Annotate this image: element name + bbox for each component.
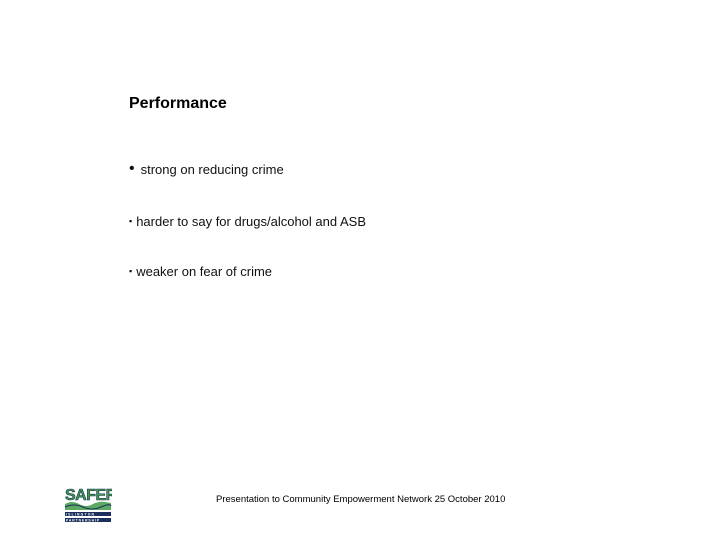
bullet-marker: ▪: [129, 266, 133, 276]
bullet-item: [129, 162, 284, 178]
slide-title: Performance: [129, 95, 227, 112]
bullet-item: [129, 213, 366, 230]
logo-wordmark: SAFER: [65, 487, 112, 504]
logo-subline-1: ISLINGTON: [66, 512, 96, 517]
bullet-marker: ▪: [129, 216, 133, 226]
bullet-text: weaker on fear of crime: [136, 264, 273, 279]
safer-logo: [64, 482, 112, 524]
slide-footer: Presentation to Community Empowerment Network 25 October 2010: [216, 494, 506, 505]
bullet-marker: •: [129, 160, 135, 177]
bullet-text: harder to say for drugs/alcohol and ASB: [136, 214, 367, 229]
logo-subline-2: PARTNERSHIP: [66, 518, 100, 523]
safer-logo-graphic: [64, 482, 112, 524]
bullet-text: strong on reducing crime: [140, 162, 284, 177]
bullet-item: [129, 263, 272, 280]
